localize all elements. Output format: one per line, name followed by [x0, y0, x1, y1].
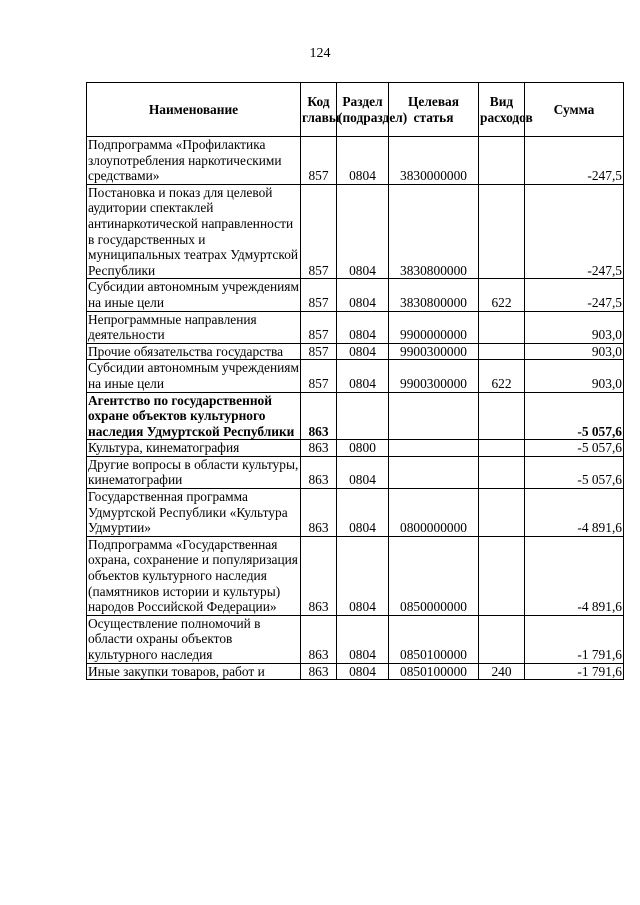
row-target — [389, 392, 479, 440]
row-sum: -247,5 — [525, 184, 624, 279]
table-row — [87, 279, 624, 311]
header-sum: Сумма — [525, 83, 624, 137]
row-target: 0850100000 — [389, 663, 479, 680]
row-code: 857 — [301, 184, 337, 279]
header-section: Раздел (подраздел) — [337, 83, 389, 137]
table-header-row — [87, 83, 624, 137]
row-section: 0804 — [337, 184, 389, 279]
row-kind — [479, 184, 525, 279]
row-name: Культура, кинематография — [87, 440, 301, 457]
row-code: 863 — [301, 489, 337, 537]
row-kind — [479, 440, 525, 457]
row-target: 9900300000 — [389, 343, 479, 360]
row-kind: 240 — [479, 663, 525, 680]
row-kind — [479, 536, 525, 615]
row-code: 863 — [301, 615, 337, 663]
row-code: 863 — [301, 536, 337, 615]
row-target: 3830800000 — [389, 279, 479, 311]
row-name: Прочие обязательства государства — [87, 343, 301, 360]
table-row — [87, 184, 624, 279]
row-section: 0804 — [337, 137, 389, 185]
table-row — [87, 392, 624, 440]
row-code: 857 — [301, 343, 337, 360]
row-target: 3830800000 — [389, 184, 479, 279]
row-name: Постановка и показ для целевой аудитории спектаклей антинаркотической направленности в государственных и муниципальных театрах Удмуртской Республики — [87, 184, 301, 279]
table-row — [87, 489, 624, 537]
row-section: 0804 — [337, 456, 389, 488]
row-name: Субсидии автономным учреждениям на иные цели — [88, 360, 299, 391]
row-code: 857 — [301, 311, 337, 343]
row-name: Другие вопросы в области культуры, кинематографии — [87, 456, 301, 488]
row-target: 9900300000 — [389, 360, 479, 392]
row-section — [337, 392, 389, 440]
row-kind — [479, 456, 525, 488]
row-sum: 903,0 — [525, 343, 624, 360]
row-sum: -247,5 — [525, 279, 624, 311]
row-name: Осуществление полномочий в области охраны объектов культурного наследия — [87, 615, 301, 663]
row-name: Непрограммные направления деятельности — [87, 311, 301, 343]
row-kind — [479, 343, 525, 360]
row-code: 857 — [301, 360, 337, 392]
row-section: 0804 — [337, 343, 389, 360]
row-section: 0804 — [337, 311, 389, 343]
row-sum: 903,0 — [525, 360, 624, 392]
row-section: 0804 — [337, 536, 389, 615]
row-code: 863 — [301, 392, 337, 440]
row-kind: 622 — [479, 279, 525, 311]
row-name: Субсидии автономным учреждениям на иные цели — [88, 279, 299, 310]
row-sum: -5 057,6 — [525, 440, 624, 457]
row-sum: 903,0 — [525, 311, 624, 343]
row-sum: -1 791,6 — [525, 663, 624, 680]
row-sum: -4 891,6 — [525, 536, 624, 615]
row-name: Агентство по государственной охране объектов культурного наследия Удмуртской Республики — [87, 392, 301, 440]
row-kind — [479, 489, 525, 537]
table-row — [87, 311, 624, 343]
header-kind: Вид расходов — [479, 83, 525, 137]
row-code: 857 — [301, 137, 337, 185]
row-code: 857 — [301, 279, 337, 311]
row-target — [389, 456, 479, 488]
row-name: Подпрограмма «Профилактика злоупотребления наркотическими средствами» — [87, 137, 301, 185]
row-name: Подпрограмма «Государственная охрана, сохранение и популяризация объектов культурного наследия (памятников истории и культуры) народов Российской Федерации» — [87, 536, 301, 615]
table-row — [87, 137, 624, 185]
header-name: Наименование — [87, 83, 301, 137]
table-row — [87, 536, 624, 615]
row-target: 0850100000 — [389, 615, 479, 663]
row-kind — [479, 137, 525, 185]
row-code: 863 — [301, 663, 337, 680]
page-number: 124 — [309, 46, 331, 61]
row-kind — [479, 615, 525, 663]
row-code: 863 — [301, 456, 337, 488]
budget-table — [86, 82, 624, 680]
row-name: Иные закупки товаров, работ и — [87, 663, 301, 680]
row-sum: -5 057,6 — [525, 456, 624, 488]
row-name: Государственная программа Удмуртской Республики «Культура Удмуртии» — [87, 489, 301, 537]
row-section: 0804 — [337, 663, 389, 680]
row-section: 0804 — [337, 615, 389, 663]
header-target: Целевая статья — [389, 83, 479, 137]
row-section: 0804 — [337, 279, 389, 311]
row-section: 0804 — [337, 360, 389, 392]
table-row — [87, 343, 624, 360]
table-row — [87, 615, 624, 663]
row-kind — [479, 311, 525, 343]
row-target — [389, 440, 479, 457]
table-row — [87, 456, 624, 488]
row-kind: 622 — [479, 360, 525, 392]
table-row — [87, 663, 624, 680]
row-section: 0804 — [337, 489, 389, 537]
header-code: Код главы — [301, 83, 337, 137]
row-sum: -1 791,6 — [525, 615, 624, 663]
row-target: 0850000000 — [389, 536, 479, 615]
row-target: 9900000000 — [389, 311, 479, 343]
row-section: 0800 — [337, 440, 389, 457]
row-target: 0800000000 — [389, 489, 479, 537]
table-row — [87, 440, 624, 457]
row-code: 863 — [301, 440, 337, 457]
table-row — [87, 360, 624, 392]
row-target: 3830000000 — [389, 137, 479, 185]
row-sum: -4 891,6 — [525, 489, 624, 537]
row-sum: -247,5 — [525, 137, 624, 185]
row-kind — [479, 392, 525, 440]
row-sum: -5 057,6 — [525, 392, 624, 440]
